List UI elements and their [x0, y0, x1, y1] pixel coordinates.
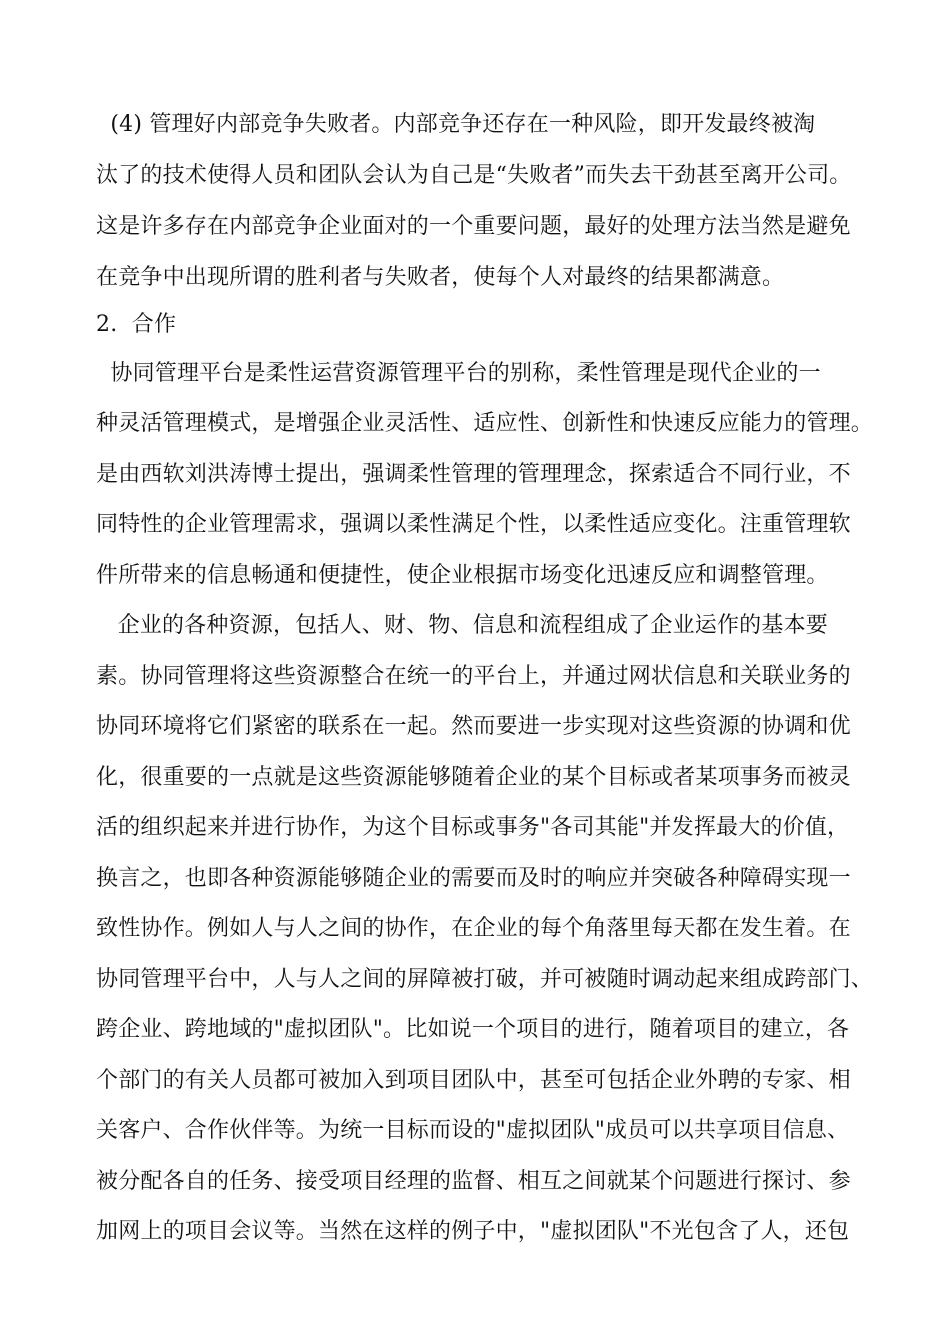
text-line: 个部门的有关人员都可被加入到项目团队中，甚至可包括企业外聘的专家、相: [96, 1068, 851, 1093]
text-line: 协同管理平台是柔性运营资源管理平台的别称，柔性管理是现代企业的一: [96, 361, 821, 386]
text-line: 化，很重要的一点就是这些资源能够随着企业的某个目标或者某项事务而被灵: [96, 765, 851, 790]
section-heading: 2. 合作: [96, 312, 177, 337]
text-line: 被分配各自的任务、接受项目经理的监督、相互之间就某个问题进行探讨、参: [96, 1169, 851, 1194]
text-line: 跨企业、跨地域的"虚拟团队"。比如说一个项目的进行，随着项目的建立，各: [96, 1017, 850, 1042]
text-line: 加网上的项目会议等。当然在这样的例子中，"虚拟团队"不光包含了人，还包: [96, 1219, 850, 1244]
text-line: (4) 管理好内部竞争失败者。内部竞争还存在一种风险，即开发最终被淘: [96, 112, 816, 137]
text-line: 协同环境将它们紧密的联系在一起。然而要进一步实现对这些资源的协调和优: [96, 714, 851, 739]
text-line: 关客户、合作伙伴等。为统一目标而设的"虚拟团队"成员可以共享项目信息、: [96, 1118, 850, 1143]
text-line: 汰了的技术使得人员和团队会认为自己是“失败者”而失去干劲甚至离开公司。: [96, 163, 852, 188]
text-line: 种灵活管理模式，是增强企业灵活性、适应性、创新性和快速反应能力的管理。: [96, 411, 874, 436]
text-line: 协同管理平台中，人与人之间的屏障被打破，并可被随时调动起来组成跨部门、: [96, 967, 874, 992]
text-line: 是由西软刘洪涛博士提出，强调柔性管理的管理理念，探索适合不同行业，不: [96, 462, 851, 487]
text-line: 这是许多存在内部竞争企业面对的一个重要问题，最好的处理方法当然是避免: [96, 214, 851, 239]
text-line: 换言之，也即各种资源能够随企业的需要而及时的响应并突破各种障碍实现一: [96, 866, 851, 891]
text-line: 素。协同管理将这些资源整合在统一的平台上，并通过网状信息和关联业务的: [96, 664, 851, 689]
text-line: 在竞争中出现所谓的胜利者与失败者，使每个人对最终的结果都满意。: [96, 265, 785, 290]
text-line: 企业的各种资源，包括人、财、物、信息和流程组成了企业运作的基本要: [96, 613, 828, 638]
text-line: 同特性的企业管理需求，强调以柔性满足个性，以柔性适应变化。注重管理软: [96, 512, 851, 537]
text-line: 件所带来的信息畅通和便捷性，使企业根据市场变化迅速反应和调整管理。: [96, 563, 829, 588]
text-line: 致性协作。例如人与人之间的协作，在企业的每个角落里每天都在发生着。在: [96, 916, 851, 941]
text-line: 活的组织起来并进行协作，为这个目标或事务"各司其能"并发挥最大的价值，: [96, 815, 850, 840]
